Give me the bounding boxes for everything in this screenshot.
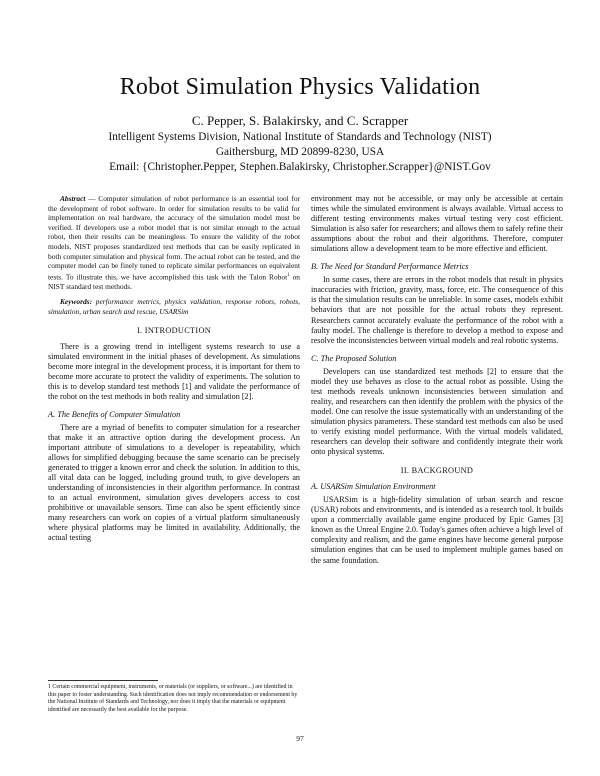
intro-paragraph: There is a growing trend in intelligent systems research to use a simulated environment in the initial phases of development. As simulations become more integral in the development process, it is important for them to become more accurate to protect the validity of experiments. The solution to this is to develop standard test methods [1] and validate the performance of the robot on the test methods in both reality and simulation [2]. bbox=[48, 341, 300, 401]
author-list: C. Pepper, S. Balakirsky, and C. Scrapper bbox=[191, 113, 409, 128]
email-line: Email: {Christopher.Pepper, Stephen.Balakirsky, Christopher.Scrapper}@NIST.Gov bbox=[109, 161, 491, 173]
abstract bbox=[48, 194, 300, 291]
subsection-heading-solution: C. The Proposed Solution bbox=[311, 353, 397, 363]
affiliation: Intelligent Systems Division, National Institute of Standards and Technology (NIST) bbox=[108, 131, 492, 143]
footnote: 1 Certain commercial equipment, instruments, or materials (or suppliers, or software...) are identified in this paper to foster understanding. Such identification does not imply recommendation or endorsement by the National Institute of Standards and Technology, nor does it imply that the materials or equipment identified are necessarily the best available for the purpose. bbox=[48, 684, 298, 714]
keywords bbox=[48, 297, 300, 316]
abstract-tail: on NIST standard test methods. bbox=[48, 272, 300, 291]
footnote-mark: 1 bbox=[287, 272, 290, 278]
usarsim-paragraph: USARSim is a high-fidelity simulation of urban search and rescue (USAR) robots and environments, and is intended as a research tool. It builds upon a commercially available game engine produced by Epic Games [3] known as the Unreal Engine 2.0. Today's games often achieve a high level of complexity and realism, and the game engines have become general purpose simulation engines that can be used to implement multiple games based on the same foundation. bbox=[311, 495, 563, 565]
metrics-paragraph: In some cases, there are errors in the robot models that result in physics inaccuracies with friction, gravity, mass, force, etc. The consequence of this is that the simulation results can be unreliable. In some cases, models exhibit behaviors that are not possible for the actual robots they represent. Researchers cannot accurately evaluate the performance of the robot with a faulty model. The challenge is therefore to develop a method to expose and resolve the inconsistencies between virtual models and real robotic systems. bbox=[311, 275, 563, 345]
solution-paragraph: Developers can use standardized test methods [2] to ensure that the model they use behaves as close to the actual robot as possible. Using the test methods reveals unknown inconsistencies between simulation and reality, and researchers can then identify the problem with the physics of the model. One can resolve the issue systematically with an understanding of the simulation physics parameters. These standard test methods can also be used to verify existing model performance. With the virtual models validated, researchers can develop their software and confidently integrate their work onto physical systems. bbox=[311, 366, 563, 457]
keywords-text: performance metrics, physics validation, response robots, robots, simulation, urban search and rescue, USARSim bbox=[48, 297, 300, 316]
paper-title: Robot Simulation Physics Validation bbox=[119, 74, 481, 100]
benefits-paragraph-continued: environment may not be accessible, or may only be accessible at certain times while the simulated environment is always available. Virtual access to different testing environments makes virtual testing very cost efficient. Simulation is also safer for researchers; and allows them to safely refine their assumptions about the robot and their algorithms. Therefore, computer simulations allow a development team to be more effective and efficient. bbox=[311, 194, 563, 254]
footnote-divider bbox=[48, 680, 158, 681]
section-heading-background: II. BACKGROUND bbox=[400, 466, 474, 476]
subsection-heading-metrics: B. The Need for Standard Performance Metrics bbox=[311, 262, 469, 272]
section-heading-introduction: I. INTRODUCTION bbox=[136, 325, 212, 335]
page-number: 97 bbox=[296, 734, 304, 743]
abstract-lead: Abstract bbox=[60, 194, 86, 203]
keywords-lead: Keywords: bbox=[60, 297, 93, 307]
subsection-heading-benefits: A. The Benefits of Computer Simulation bbox=[48, 409, 181, 419]
benefits-paragraph: There are a myriad of benefits to computer simulation for a researcher that make it an attractive option during the development process. An important attribute of simulations to a developer is repeatability, which allows for simplified debugging because the same scenario can be precisely generated to trigger a known error and check the solution. In addition to this, all vital data can be logged, including ground truth, to give developers an understanding of inconsistencies in their algorithm performance. In contrast to an actual environment, simulation gives developers access to cost prohibitive or unavailable sensors. Time can also be spent efficiently since many researchers can work on copies of a virtual platform simultaneously where physical platforms may be limited in availability. Additionally, the actual testing bbox=[48, 422, 300, 543]
subsection-heading-usarsim: A. USARSim Simulation Environment bbox=[311, 482, 436, 492]
address: Gaithersburg, MD 20899-8230, USA bbox=[215, 146, 385, 158]
right-column bbox=[311, 194, 563, 566]
left-column bbox=[48, 194, 300, 544]
abstract-text: — Computer simulation of robot performance is an essential tool for the development of robot software. In order for simulation results to be valid for implementation on real hardware, the accuracy of the simulation model must be verified. If developers use a robot model that is not similar enough to the actual robot, then their results can be meaningless. To ensure the validity of the robot models, NIST proposes standardized test methods that can be easily replicated in both computer simulation and physical form. The actual robot can be tested, and the computer model can be finely tuned to replicate similar performances on equivalent tests. To illustrate this, we have accomplished this task with the Talon Robot bbox=[48, 194, 300, 282]
